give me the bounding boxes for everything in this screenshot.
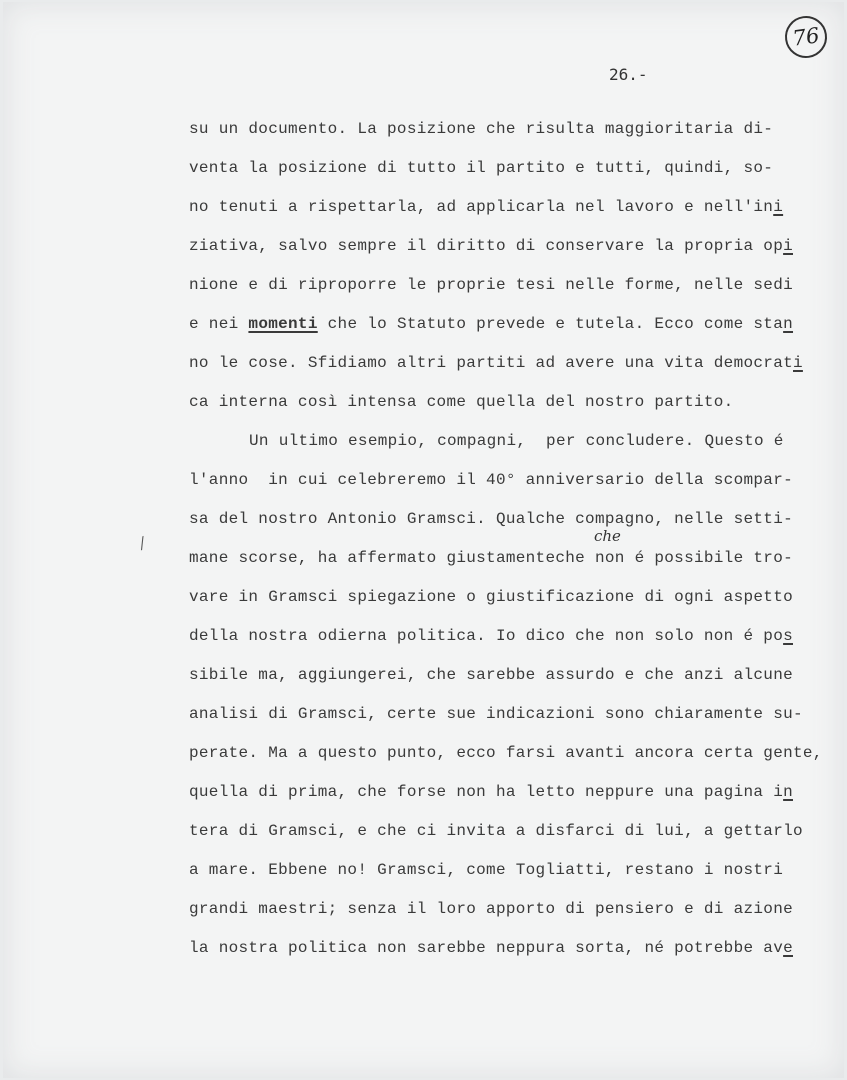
text-line: nione e di riproporre le proprie tesi nelle forme, nelle sedi [189,276,793,294]
text-line: ziativa, salvo sempre il diritto di conservare la propria opi [189,237,793,255]
text-line: grandi maestri; senza il loro apporto di pensiero e di azione [189,900,793,918]
text-line: sibile ma, aggiungerei, che sarebbe assurdo e che anzi alcune [189,666,793,684]
text-line: ca interna così intensa come quella del nostro partito. [189,393,734,411]
text-line: sa del nostro Antonio Gramsci. Qualche compagno, nelle setti- [189,510,793,528]
margin-tick-mark: ⁄ [137,534,148,553]
body-text [189,110,839,968]
text-line-paragraph-start: Un ultimo esempio, compagni, per concludere. Questo é [249,432,784,450]
text-line: venta la posizione di tutto il partito e tutti, quindi, so- [189,159,774,177]
archive-number-stamp: 76 [782,13,829,60]
text-line: perate. Ma a questo punto, ecco farsi avanti ancora certa gente, [189,744,823,762]
text-line: quella di prima, che forse non ha letto neppure una pagina in [189,783,793,801]
text-line: l'anno in cui celebreremo il 40° anniversario della scompar- [189,471,793,489]
page-number: 26.- [609,65,648,84]
text-line: mane scorse, ha affermato giustamenteche non é possibile tro- [189,549,793,567]
typewritten-page [3,2,844,1078]
text-line: vare in Gramsci spiegazione o giustificazione di ogni aspetto [189,588,793,606]
text-line: no le cose. Sfidiamo altri partiti ad avere una vita democrati [189,354,803,372]
text-line: analisi di Gramsci, certe sue indicazioni sono chiaramente su- [189,705,803,723]
text-line: a mare. Ebbene no! Gramsci, come Togliatti, restano i nostri [189,861,784,879]
text-line: su un documento. La posizione che risulta maggioritaria di- [189,120,774,138]
text-line: tera di Gramsci, e che ci invita a disfarci di lui, a gettarlo [189,822,803,840]
text-line: e nei momenti che lo Statuto prevede e tutela. Ecco come stan [189,315,794,333]
text-line: della nostra odierna politica. Io dico che non solo non é pos [189,627,793,645]
text-line: no tenuti a rispettarla, ad applicarla nel lavoro e nell'ini [189,198,784,216]
text-line: la nostra politica non sarebbe neppura sorta, né potrebbe ave [189,939,793,957]
handwritten-insertion: che [594,527,621,545]
